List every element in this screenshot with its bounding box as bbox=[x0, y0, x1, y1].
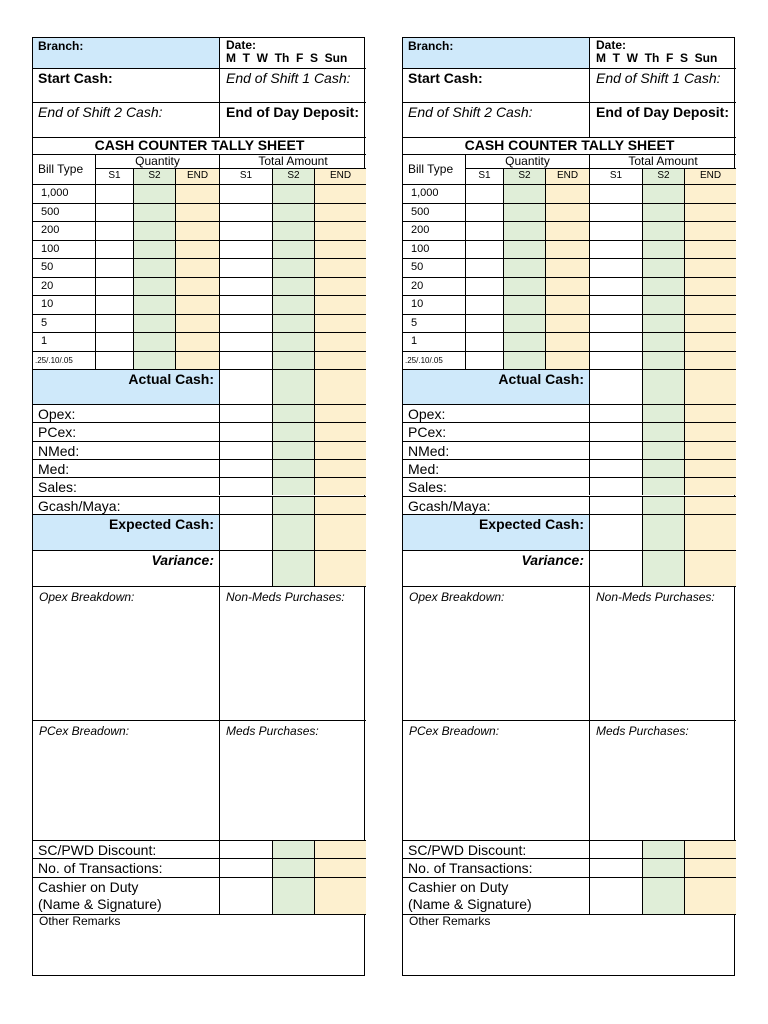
expense-row-label: Med: bbox=[33, 459, 219, 477]
tally-input-cell[interactable] bbox=[133, 203, 175, 222]
tally-input-cell[interactable] bbox=[95, 277, 133, 296]
shift-header-s1: S1 bbox=[465, 168, 503, 184]
expected-cash-input[interactable] bbox=[589, 514, 642, 550]
footer-input[interactable] bbox=[589, 858, 642, 877]
tally-input-cell[interactable] bbox=[545, 258, 589, 277]
tally-input-cell[interactable] bbox=[684, 203, 736, 222]
tally-input-cell[interactable] bbox=[503, 184, 545, 203]
bill-type-cell: 1,000 bbox=[33, 184, 95, 203]
expense-input[interactable] bbox=[642, 441, 684, 459]
expense-input[interactable] bbox=[589, 441, 642, 459]
tally-input-cell[interactable] bbox=[133, 258, 175, 277]
cashier-signature-input[interactable] bbox=[684, 877, 736, 914]
actual-cash-label: Actual Cash: bbox=[33, 369, 219, 404]
expense-row-label: Gcash/Maya: bbox=[33, 496, 219, 514]
shift-header-end: END bbox=[175, 168, 219, 184]
variance-input[interactable] bbox=[684, 550, 736, 586]
variance-label: Variance: bbox=[403, 550, 589, 586]
expected-cash-input[interactable] bbox=[272, 514, 314, 550]
shift-header-s2: S2 bbox=[272, 168, 314, 184]
tally-input-cell[interactable] bbox=[642, 332, 684, 351]
expense-input[interactable] bbox=[272, 477, 314, 495]
footer-input[interactable] bbox=[314, 858, 366, 877]
expense-row-label: Sales: bbox=[33, 477, 219, 495]
branch-field[interactable] bbox=[33, 38, 219, 68]
expense-input[interactable] bbox=[684, 422, 736, 440]
tally-input-cell[interactable] bbox=[272, 221, 314, 240]
tally-input-cell[interactable] bbox=[684, 351, 736, 370]
shift-header-s2: S2 bbox=[133, 168, 175, 184]
meds-purchases-box[interactable]: Meds Purchases: bbox=[589, 720, 736, 840]
footer-input[interactable] bbox=[219, 858, 272, 877]
tally-input-cell[interactable] bbox=[503, 277, 545, 296]
end-shift1-field[interactable] bbox=[219, 68, 366, 102]
tally-input-cell[interactable] bbox=[133, 184, 175, 203]
bill-type-cell: 500 bbox=[403, 203, 465, 222]
bill-type-cell: 20 bbox=[403, 277, 465, 296]
bill-type-cell: 200 bbox=[403, 221, 465, 240]
tally-input-cell[interactable] bbox=[219, 184, 272, 203]
expected-cash-input[interactable] bbox=[314, 514, 366, 550]
branch-field[interactable] bbox=[403, 38, 589, 68]
expense-input[interactable] bbox=[314, 441, 366, 459]
bill-type-cell: 5 bbox=[33, 314, 95, 333]
tally-input-cell[interactable] bbox=[642, 258, 684, 277]
sc-pwd-discount-label: SC/PWD Discount: bbox=[33, 840, 219, 859]
footer-input[interactable] bbox=[272, 858, 314, 877]
tally-input-cell[interactable] bbox=[465, 184, 503, 203]
tally-input-cell[interactable] bbox=[684, 258, 736, 277]
footer-input[interactable] bbox=[272, 840, 314, 859]
pcex-breakdown-box[interactable]: PCex Breadown: bbox=[33, 720, 219, 840]
tally-input-cell[interactable] bbox=[272, 332, 314, 351]
cashier-label-line1: Cashier on Duty bbox=[38, 878, 139, 895]
variance-label: Variance: bbox=[33, 550, 219, 586]
expense-input[interactable] bbox=[314, 477, 366, 495]
tally-input-cell[interactable] bbox=[219, 295, 272, 314]
tally-input-cell[interactable] bbox=[95, 184, 133, 203]
expense-input[interactable] bbox=[219, 477, 272, 495]
footer-input[interactable] bbox=[684, 840, 736, 859]
tally-input-cell[interactable] bbox=[95, 221, 133, 240]
expense-input[interactable] bbox=[219, 496, 272, 514]
expense-row-label: Opex: bbox=[33, 404, 219, 422]
end-day-deposit-field[interactable] bbox=[589, 102, 736, 137]
expense-input[interactable] bbox=[219, 422, 272, 440]
expense-row-label: Med: bbox=[403, 459, 589, 477]
tally-input-cell[interactable] bbox=[175, 240, 219, 259]
total-amount-header: Total Amount bbox=[219, 154, 366, 168]
tally-input-cell[interactable] bbox=[465, 314, 503, 333]
start-cash-field[interactable] bbox=[403, 68, 589, 102]
tally-input-cell[interactable] bbox=[684, 277, 736, 296]
footer-input[interactable] bbox=[642, 858, 684, 877]
tally-input-cell[interactable] bbox=[314, 332, 366, 351]
tally-input-cell[interactable] bbox=[133, 314, 175, 333]
end-shift1-label: End of Shift 1 Cash: bbox=[596, 70, 721, 86]
expense-input[interactable] bbox=[589, 496, 642, 514]
tally-input-cell[interactable] bbox=[175, 221, 219, 240]
shift-header-s2: S2 bbox=[503, 168, 545, 184]
tally-input-cell[interactable] bbox=[95, 240, 133, 259]
tally-input-cell[interactable] bbox=[175, 203, 219, 222]
shift-header-s1: S1 bbox=[589, 168, 642, 184]
pcex-breakdown-box[interactable]: PCex Breadown: bbox=[403, 720, 589, 840]
footer-input[interactable] bbox=[219, 840, 272, 859]
expense-input[interactable] bbox=[642, 459, 684, 477]
shift-header-end: END bbox=[684, 168, 736, 184]
tally-input-cell[interactable] bbox=[642, 184, 684, 203]
tally-input-cell[interactable] bbox=[133, 240, 175, 259]
variance-input[interactable] bbox=[272, 550, 314, 586]
tally-input-cell[interactable] bbox=[133, 277, 175, 296]
bill-type-cell: 200 bbox=[33, 221, 95, 240]
tally-input-cell[interactable] bbox=[95, 258, 133, 277]
expense-input[interactable] bbox=[684, 496, 736, 514]
tally-input-cell[interactable] bbox=[314, 240, 366, 259]
start-cash-label: Start Cash: bbox=[38, 70, 113, 86]
tally-input-cell[interactable] bbox=[503, 258, 545, 277]
tally-input-cell[interactable] bbox=[503, 221, 545, 240]
end-shift1-label: End of Shift 1 Cash: bbox=[226, 70, 351, 86]
bill-type-cell: 500 bbox=[33, 203, 95, 222]
tally-input-cell[interactable] bbox=[314, 184, 366, 203]
cashier-on-duty-label bbox=[33, 877, 219, 914]
non-meds-purchases-box[interactable]: Non-Meds Purchases: bbox=[589, 586, 736, 720]
expense-input[interactable] bbox=[589, 404, 642, 422]
expense-row-label: Opex: bbox=[403, 404, 589, 422]
tally-input-cell[interactable] bbox=[545, 221, 589, 240]
expense-input[interactable] bbox=[684, 459, 736, 477]
date-label: Date: bbox=[596, 38, 627, 52]
cashier-signature-input[interactable] bbox=[642, 877, 684, 914]
cashier-signature-input[interactable] bbox=[219, 877, 272, 914]
tally-input-cell[interactable] bbox=[314, 203, 366, 222]
expense-input[interactable] bbox=[589, 477, 642, 495]
tally-input-cell[interactable] bbox=[272, 277, 314, 296]
actual-cash-input[interactable] bbox=[684, 369, 736, 404]
bill-type-cell: 50 bbox=[403, 258, 465, 277]
tally-input-cell[interactable] bbox=[465, 332, 503, 351]
tally-input-cell[interactable] bbox=[642, 277, 684, 296]
expense-input[interactable] bbox=[314, 404, 366, 422]
expense-input[interactable] bbox=[684, 477, 736, 495]
bill-type-cell: 100 bbox=[33, 240, 95, 259]
tally-input-cell[interactable] bbox=[219, 240, 272, 259]
tally-input-cell[interactable] bbox=[175, 332, 219, 351]
tally-input-cell[interactable] bbox=[545, 332, 589, 351]
bill-type-cell: 50 bbox=[33, 258, 95, 277]
tally-input-cell[interactable] bbox=[589, 314, 642, 333]
tally-input-cell[interactable] bbox=[219, 258, 272, 277]
expense-input[interactable] bbox=[219, 404, 272, 422]
tally-input-cell[interactable] bbox=[684, 221, 736, 240]
tally-input-cell[interactable] bbox=[545, 184, 589, 203]
bill-type-cell: .25/.10/.05 bbox=[403, 351, 465, 370]
tally-input-cell[interactable] bbox=[95, 332, 133, 351]
tally-input-cell[interactable] bbox=[589, 184, 642, 203]
shift-header-s1: S1 bbox=[219, 168, 272, 184]
expense-row-label: Gcash/Maya: bbox=[403, 496, 589, 514]
expense-input[interactable] bbox=[642, 477, 684, 495]
tally-input-cell[interactable] bbox=[219, 221, 272, 240]
other-remarks-box[interactable]: Other Remarks bbox=[33, 914, 366, 977]
date-field[interactable] bbox=[219, 38, 366, 68]
tally-input-cell[interactable] bbox=[272, 351, 314, 370]
expense-input[interactable] bbox=[684, 441, 736, 459]
tally-input-cell[interactable] bbox=[503, 332, 545, 351]
footer-input[interactable] bbox=[642, 840, 684, 859]
bill-type-header: Bill Type bbox=[33, 154, 95, 184]
tally-input-cell[interactable] bbox=[684, 314, 736, 333]
variance-input[interactable] bbox=[314, 550, 366, 586]
sheet-title: CASH COUNTER TALLY SHEET bbox=[33, 137, 366, 154]
expense-input[interactable] bbox=[589, 422, 642, 440]
tally-input-cell[interactable] bbox=[314, 221, 366, 240]
expected-cash-input[interactable] bbox=[219, 514, 272, 550]
tally-input-cell[interactable] bbox=[589, 351, 642, 370]
tally-input-cell[interactable] bbox=[465, 277, 503, 296]
tally-input-cell[interactable] bbox=[95, 351, 133, 370]
footer-input[interactable] bbox=[314, 840, 366, 859]
footer-input[interactable] bbox=[589, 840, 642, 859]
tally-input-cell[interactable] bbox=[272, 184, 314, 203]
opex-breakdown-box[interactable]: Opex Breakdown: bbox=[33, 586, 219, 720]
tally-input-cell[interactable] bbox=[219, 351, 272, 370]
tally-input-cell[interactable] bbox=[314, 295, 366, 314]
shift-header-s1: S1 bbox=[95, 168, 133, 184]
tally-input-cell[interactable] bbox=[589, 277, 642, 296]
tally-input-cell[interactable] bbox=[219, 203, 272, 222]
bill-type-header: Bill Type bbox=[403, 154, 465, 184]
tally-input-cell[interactable] bbox=[219, 332, 272, 351]
tally-input-cell[interactable] bbox=[545, 277, 589, 296]
expense-input[interactable] bbox=[219, 459, 272, 477]
bill-type-cell: 100 bbox=[403, 240, 465, 259]
variance-input[interactable] bbox=[219, 550, 272, 586]
tally-input-cell[interactable] bbox=[465, 351, 503, 370]
actual-cash-input[interactable] bbox=[314, 369, 366, 404]
end-shift1-field[interactable] bbox=[589, 68, 736, 102]
tally-input-cell[interactable] bbox=[133, 221, 175, 240]
tally-input-cell[interactable] bbox=[465, 258, 503, 277]
branch-label: Branch: bbox=[38, 39, 84, 53]
tally-input-cell[interactable] bbox=[545, 351, 589, 370]
expense-input[interactable] bbox=[272, 441, 314, 459]
footer-input[interactable] bbox=[684, 858, 736, 877]
weekday-options: M T W Th F S Sun bbox=[226, 51, 348, 65]
tally-input-cell[interactable] bbox=[314, 314, 366, 333]
tally-input-cell[interactable] bbox=[589, 203, 642, 222]
tally-input-cell[interactable] bbox=[272, 203, 314, 222]
non-meds-purchases-box[interactable]: Non-Meds Purchases: bbox=[219, 586, 366, 720]
bill-type-cell: 10 bbox=[33, 295, 95, 314]
total-amount-header: Total Amount bbox=[589, 154, 736, 168]
end-day-deposit-label: End of Day Deposit: bbox=[596, 104, 730, 120]
cashier-signature-input[interactable] bbox=[589, 877, 642, 914]
tally-input-cell[interactable] bbox=[589, 240, 642, 259]
expected-cash-label: Expected Cash: bbox=[403, 514, 589, 550]
cashier-label-line2: (Name & Signature) bbox=[408, 895, 532, 912]
expense-input[interactable] bbox=[272, 496, 314, 514]
end-day-deposit-field[interactable] bbox=[219, 102, 366, 137]
cashier-signature-input[interactable] bbox=[272, 877, 314, 914]
bill-type-cell: 20 bbox=[33, 277, 95, 296]
shift-header-end: END bbox=[545, 168, 589, 184]
actual-cash-input[interactable] bbox=[642, 369, 684, 404]
sc-pwd-discount-label: SC/PWD Discount: bbox=[403, 840, 589, 859]
tally-input-cell[interactable] bbox=[545, 203, 589, 222]
shift-header-s2: S2 bbox=[642, 168, 684, 184]
expected-cash-input[interactable] bbox=[642, 514, 684, 550]
tally-input-cell[interactable] bbox=[95, 295, 133, 314]
branch-label: Branch: bbox=[408, 39, 454, 53]
tally-input-cell[interactable] bbox=[175, 314, 219, 333]
cashier-label-line1: Cashier on Duty bbox=[408, 878, 509, 895]
expense-row-label: PCex: bbox=[403, 422, 589, 440]
tally-input-cell[interactable] bbox=[589, 258, 642, 277]
quantity-header: Quantity bbox=[95, 154, 219, 168]
tally-input-cell[interactable] bbox=[503, 351, 545, 370]
expense-row-label: Sales: bbox=[403, 477, 589, 495]
weekday-options: M T W Th F S Sun bbox=[596, 51, 718, 65]
sheet-title: CASH COUNTER TALLY SHEET bbox=[403, 137, 736, 154]
actual-cash-input[interactable] bbox=[219, 369, 272, 404]
expense-input[interactable] bbox=[272, 422, 314, 440]
tally-input-cell[interactable] bbox=[684, 332, 736, 351]
tally-input-cell[interactable] bbox=[642, 314, 684, 333]
expected-cash-input[interactable] bbox=[684, 514, 736, 550]
tally-input-cell[interactable] bbox=[684, 184, 736, 203]
expense-input[interactable] bbox=[314, 459, 366, 477]
actual-cash-input[interactable] bbox=[589, 369, 642, 404]
tally-input-cell[interactable] bbox=[642, 295, 684, 314]
bill-type-cell: .25/.10/.05 bbox=[33, 351, 95, 370]
expense-input[interactable] bbox=[589, 459, 642, 477]
tally-input-cell[interactable] bbox=[272, 295, 314, 314]
tally-input-cell[interactable] bbox=[272, 240, 314, 259]
tally-input-cell[interactable] bbox=[465, 240, 503, 259]
cashier-label-line2: (Name & Signature) bbox=[38, 895, 162, 912]
bill-type-cell: 1 bbox=[33, 332, 95, 351]
date-field[interactable] bbox=[589, 38, 736, 68]
tally-input-cell[interactable] bbox=[272, 258, 314, 277]
start-cash-label: Start Cash: bbox=[408, 70, 483, 86]
bill-type-cell: 5 bbox=[403, 314, 465, 333]
tally-input-cell[interactable] bbox=[175, 351, 219, 370]
tally-input-cell[interactable] bbox=[545, 295, 589, 314]
meds-purchases-box[interactable]: Meds Purchases: bbox=[219, 720, 366, 840]
expense-row-label: NMed: bbox=[403, 441, 589, 459]
other-remarks-box[interactable]: Other Remarks bbox=[403, 914, 736, 977]
tally-input-cell[interactable] bbox=[272, 314, 314, 333]
transactions-label: No. of Transactions: bbox=[33, 858, 219, 877]
cashier-signature-input[interactable] bbox=[314, 877, 366, 914]
tally-sheet-right bbox=[402, 37, 735, 976]
expense-input[interactable] bbox=[642, 496, 684, 514]
bill-type-cell: 1 bbox=[403, 332, 465, 351]
start-cash-field[interactable] bbox=[33, 68, 219, 102]
tally-input-cell[interactable] bbox=[95, 203, 133, 222]
expense-input[interactable] bbox=[642, 422, 684, 440]
tally-input-cell[interactable] bbox=[133, 295, 175, 314]
expected-cash-label: Expected Cash: bbox=[33, 514, 219, 550]
tally-input-cell[interactable] bbox=[465, 295, 503, 314]
tally-input-cell[interactable] bbox=[642, 221, 684, 240]
tally-input-cell[interactable] bbox=[545, 240, 589, 259]
tally-input-cell[interactable] bbox=[314, 277, 366, 296]
tally-input-cell[interactable] bbox=[589, 295, 642, 314]
opex-breakdown-box[interactable]: Opex Breakdown: bbox=[403, 586, 589, 720]
tally-input-cell[interactable] bbox=[219, 277, 272, 296]
tally-input-cell[interactable] bbox=[642, 203, 684, 222]
expense-row-label: PCex: bbox=[33, 422, 219, 440]
tally-input-cell[interactable] bbox=[503, 240, 545, 259]
expense-row-label: NMed: bbox=[33, 441, 219, 459]
actual-cash-input[interactable] bbox=[272, 369, 314, 404]
end-day-deposit-label: End of Day Deposit: bbox=[226, 104, 360, 120]
end-shift2-field[interactable] bbox=[403, 102, 589, 137]
expense-input[interactable] bbox=[272, 459, 314, 477]
bill-type-cell: 1,000 bbox=[403, 184, 465, 203]
tally-input-cell[interactable] bbox=[589, 221, 642, 240]
cashier-on-duty-label bbox=[403, 877, 589, 914]
end-shift2-label: End of Shift 2 Cash: bbox=[408, 104, 533, 120]
tally-input-cell[interactable] bbox=[175, 184, 219, 203]
expense-input[interactable] bbox=[314, 422, 366, 440]
tally-input-cell[interactable] bbox=[503, 314, 545, 333]
tally-input-cell[interactable] bbox=[503, 203, 545, 222]
tally-input-cell[interactable] bbox=[545, 314, 589, 333]
tally-input-cell[interactable] bbox=[314, 351, 366, 370]
variance-input[interactable] bbox=[642, 550, 684, 586]
end-shift2-field[interactable] bbox=[33, 102, 219, 137]
expense-input[interactable] bbox=[684, 404, 736, 422]
expense-input[interactable] bbox=[219, 441, 272, 459]
tally-input-cell[interactable] bbox=[589, 332, 642, 351]
shift-header-end: END bbox=[314, 168, 366, 184]
tally-input-cell[interactable] bbox=[465, 203, 503, 222]
expense-input[interactable] bbox=[314, 496, 366, 514]
tally-input-cell[interactable] bbox=[642, 351, 684, 370]
tally-input-cell[interactable] bbox=[465, 221, 503, 240]
expense-input[interactable] bbox=[642, 404, 684, 422]
tally-input-cell[interactable] bbox=[219, 314, 272, 333]
bill-type-cell: 10 bbox=[403, 295, 465, 314]
actual-cash-label: Actual Cash: bbox=[403, 369, 589, 404]
tally-input-cell[interactable] bbox=[175, 258, 219, 277]
tally-input-cell[interactable] bbox=[133, 351, 175, 370]
tally-input-cell[interactable] bbox=[684, 240, 736, 259]
tally-input-cell[interactable] bbox=[175, 295, 219, 314]
tally-input-cell[interactable] bbox=[642, 240, 684, 259]
date-label: Date: bbox=[226, 38, 257, 52]
tally-sheet-left bbox=[32, 37, 365, 976]
tally-input-cell[interactable] bbox=[503, 295, 545, 314]
tally-input-cell[interactable] bbox=[133, 332, 175, 351]
tally-input-cell[interactable] bbox=[684, 295, 736, 314]
transactions-label: No. of Transactions: bbox=[403, 858, 589, 877]
tally-input-cell[interactable] bbox=[95, 314, 133, 333]
quantity-header: Quantity bbox=[465, 154, 589, 168]
tally-input-cell[interactable] bbox=[175, 277, 219, 296]
expense-input[interactable] bbox=[272, 404, 314, 422]
variance-input[interactable] bbox=[589, 550, 642, 586]
end-shift2-label: End of Shift 2 Cash: bbox=[38, 104, 163, 120]
tally-input-cell[interactable] bbox=[314, 258, 366, 277]
